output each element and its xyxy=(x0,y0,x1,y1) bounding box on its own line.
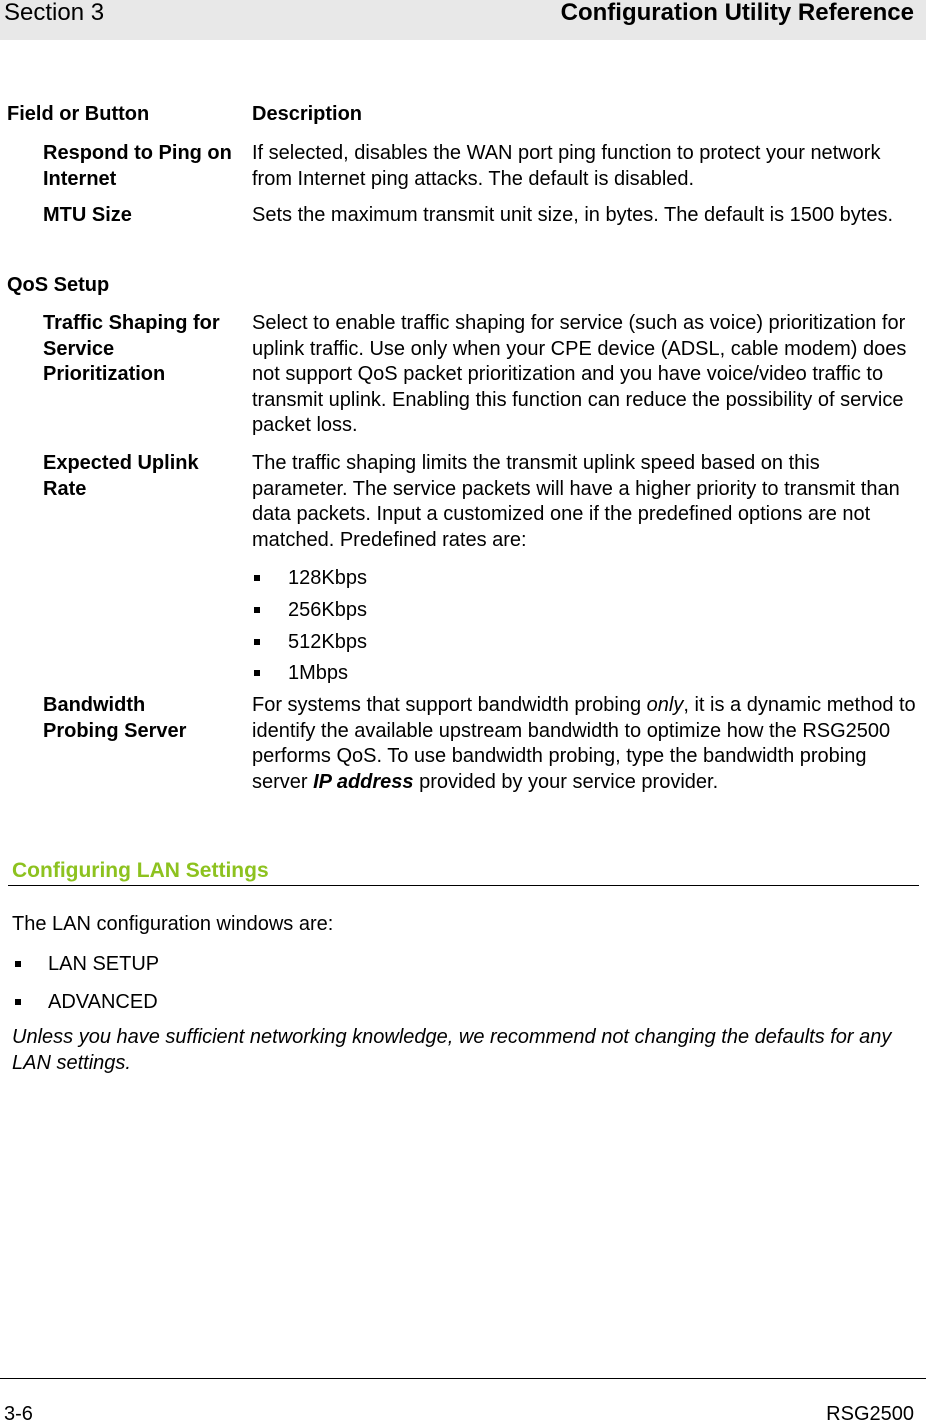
desc-mtu-size: Sets the maximum transmit unit size, in bytes. The default is 1500 bytes. xyxy=(252,204,894,226)
chapter-title: Configuration Utility Reference xyxy=(560,0,914,26)
bullet-icon xyxy=(254,575,260,581)
bullet-icon xyxy=(254,670,260,676)
footer-rule xyxy=(0,1378,926,1379)
bullet-icon xyxy=(254,607,260,613)
desc-bandwidth-probing-server: For systems that support bandwidth probing only, it is a dynamic method to identify the available upstream bandwidth to optimize how the RSG2500 performs QoS. To use bandwidth probing, type the bandwidth probing server IP address provided by your service provider. xyxy=(252,694,916,793)
field-expected-uplink-rate: Expected Uplink Rate xyxy=(43,452,199,500)
field-respond-to-ping: Respond to Ping on Internet xyxy=(43,142,232,190)
desc-respond-to-ping: If selected, disables the WAN port ping function to protect your network from Internet ping attacks. The default is disabled. xyxy=(252,142,881,190)
section-rule xyxy=(8,885,919,886)
bullet-icon xyxy=(15,999,21,1005)
bullet-icon xyxy=(15,961,21,967)
desc-traffic-shaping: Select to enable traffic shaping for service (such as voice) prioritization for uplink traffic. Use only when your CPE device (ADSL, cable modem) does not support QoS packet prioritization and you have voice/video traffic to transmit uplink. Enabling this function can reduce the possibility of service packet loss. xyxy=(252,312,907,437)
desc-expected-uplink-rate: The traffic shaping limits the transmit uplink speed based on this parameter. The service packets will have a higher priority to transmit than data packets. Input a customized one if the predefined options are not matched. Predefined rates are: xyxy=(252,452,900,551)
field-traffic-shaping: Traffic Shaping for Service Prioritization xyxy=(43,312,220,386)
bullet-icon xyxy=(254,639,260,645)
qos-setup-heading: QoS Setup xyxy=(7,274,110,296)
section-label: Section 3 xyxy=(4,0,105,26)
section-heading-lan: Configuring LAN Settings xyxy=(12,859,269,882)
column-header-field: Field or Button xyxy=(7,103,150,125)
page-number: 3-6 xyxy=(4,1403,33,1425)
list-item: 1Mbps xyxy=(288,662,349,684)
lan-intro: The LAN configuration windows are: xyxy=(12,913,334,935)
list-item-advanced: ADVANCED xyxy=(48,991,158,1013)
emphasis-only: only xyxy=(646,694,684,716)
emphasis-ip-address: IP address xyxy=(313,770,414,793)
field-bandwidth-probing-server: Bandwidth Probing Server xyxy=(43,694,187,742)
list-item-lan-setup: LAN SETUP xyxy=(48,953,160,975)
column-header-description: Description xyxy=(252,103,363,125)
product-name: RSG2500 xyxy=(826,1403,914,1425)
field-mtu-size: MTU Size xyxy=(43,204,132,226)
lan-note: Unless you have sufficient networking knowledge, we recommend not changing the defaults for any LAN settings. xyxy=(12,1026,892,1074)
list-item: 512Kbps xyxy=(288,631,367,653)
page-header xyxy=(0,0,926,40)
list-item: 256Kbps xyxy=(288,599,367,621)
list-item: 128Kbps xyxy=(288,567,367,589)
